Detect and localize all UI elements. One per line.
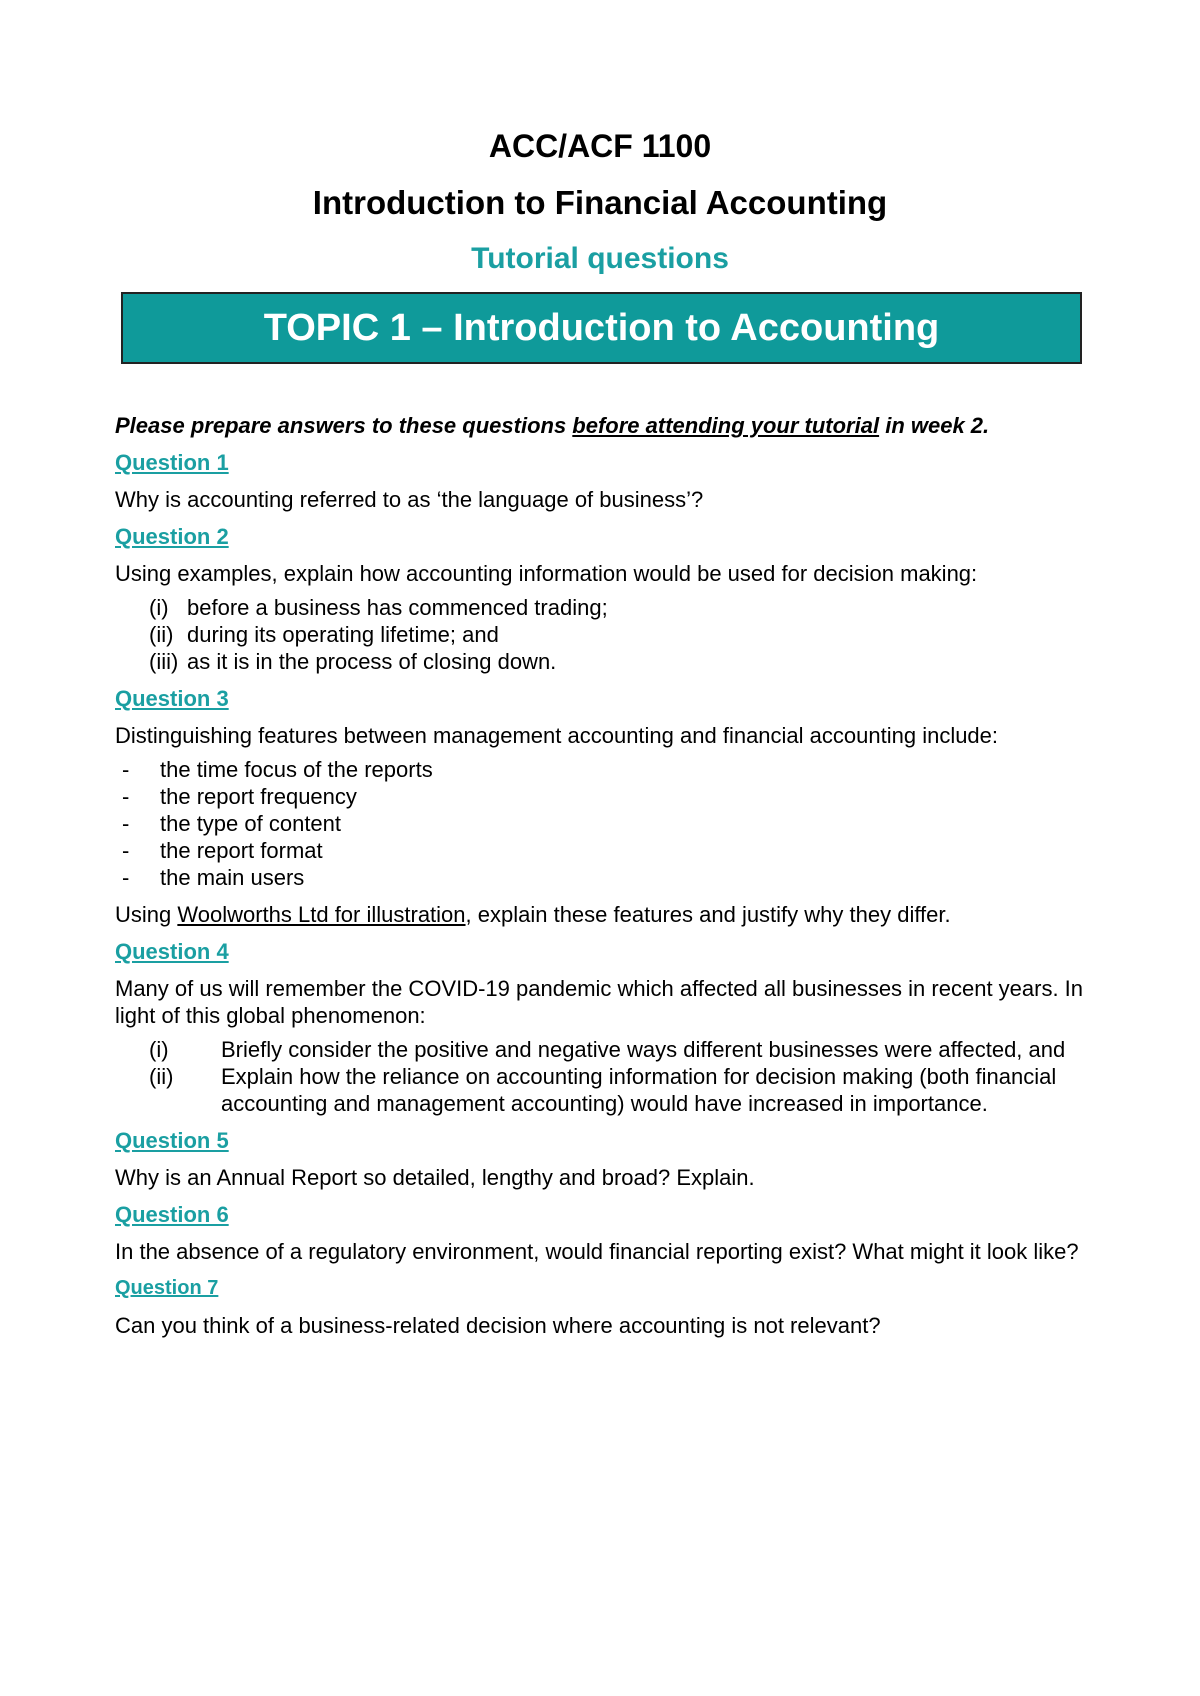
intro-emphasis: before attending your tutorial [572,413,880,438]
list-marker: - [122,865,130,890]
list-item-text: the report frequency [160,784,357,809]
topic-banner [121,292,1082,364]
list-item-text: Explain how the reliance on accounting information for decision making (both financial accounting and management accounting) would have increased in importance. [221,1064,1057,1116]
question-3-text: Distinguishing features between management accounting and financial accounting include: [115,723,999,748]
list-item-text: Briefly consider the positive and negative ways different businesses were affected, and [221,1037,1066,1062]
list-marker: (i) [149,595,169,620]
list-item-text: the type of content [160,811,342,836]
list-item [115,783,1095,810]
list-item [115,756,1095,783]
followup-text-end: , explain these features and justify why they differ. [465,902,951,927]
followup-text: Using [115,902,178,927]
list-item-text: the main users [160,865,305,890]
question-5-text: Why is an Annual Report so detailed, lengthy and broad? Explain. [115,1165,755,1190]
question-2-list [115,594,1095,675]
list-item-text: before a business has commenced trading; [187,595,608,620]
list-item [115,864,1095,891]
subtitle: Tutorial questions [471,242,729,275]
intro-text-end: in week 2. [879,413,990,438]
followup-emphasis: Woolworths Ltd for illustration [177,902,466,927]
list-marker: - [122,811,130,836]
list-item [115,810,1095,837]
list-marker: (ii) [149,622,174,647]
list-item-text: the report format [160,838,323,863]
question-1-text: Why is accounting referred to as ‘the language of business’? [115,487,704,512]
list-marker: (ii) [149,1064,174,1089]
list-item [115,594,1095,621]
list-item-text: during its operating lifetime; and [187,622,499,647]
question-2-heading[interactable]: Question 2 [115,524,229,549]
question-1-heading[interactable]: Question 1 [115,450,229,475]
document-body [115,412,1095,1349]
question-6-text: In the absence of a regulatory environment, would financial reporting exist? What might it look like? [115,1239,1079,1264]
intro-text: Please prepare answers to these questions [115,413,573,438]
question-3-list [115,756,1095,891]
list-item [115,648,1095,675]
question-7-heading[interactable]: Question 7 [115,1277,219,1299]
question-3-followup [115,901,1095,928]
list-marker: (iii) [149,649,179,674]
topic-title: TOPIC 1 – Introduction to Accounting [263,306,940,349]
question-6-heading[interactable]: Question 6 [115,1202,229,1227]
list-marker: (i) [149,1037,169,1062]
list-item [115,621,1095,648]
question-7-text: Can you think of a business-related decision where accounting is not relevant? [115,1313,881,1338]
list-item [115,837,1095,864]
question-4-heading[interactable]: Question 4 [115,939,229,964]
question-4-list [115,1036,1095,1117]
list-marker: - [122,784,130,809]
list-marker: - [122,757,130,782]
question-5-heading[interactable]: Question 5 [115,1128,229,1153]
list-marker: - [122,838,130,863]
list-item-text: the time focus of the reports [160,757,433,782]
question-2-text: Using examples, explain how accounting information would be used for decision making: [115,561,978,586]
course-code: ACC/ACF 1100 [488,128,712,164]
list-item [115,1036,1095,1063]
question-3-heading[interactable]: Question 3 [115,686,229,711]
list-item-text: as it is in the process of closing down. [187,649,557,674]
intro-instruction [115,412,1095,439]
list-item [115,1063,1095,1117]
course-title: Introduction to Financial Accounting [312,184,888,221]
question-4-text: Many of us will remember the COVID-19 pandemic which affected all businesses in recent years. In light of this global phenomenon: [115,976,1084,1028]
